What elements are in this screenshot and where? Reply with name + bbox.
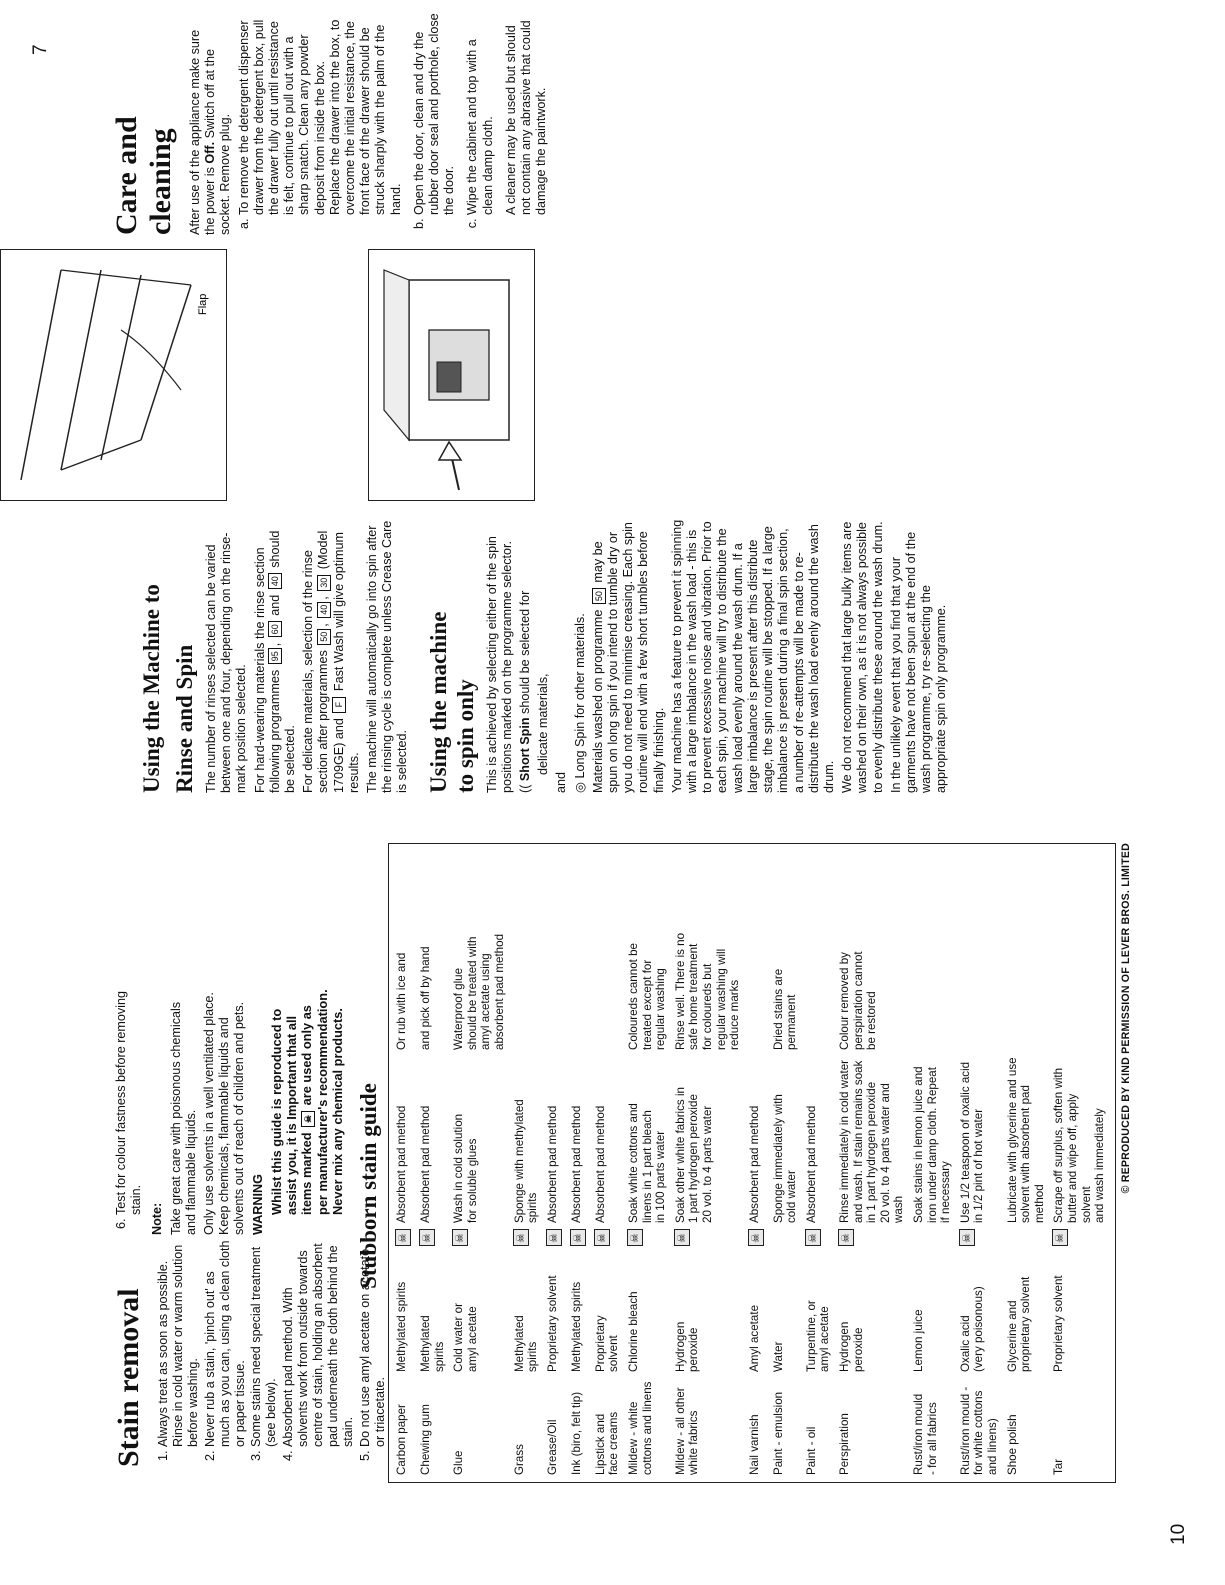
short-spin-rest: should be selected for xyxy=(518,590,533,714)
method-cell: Soak other white fabrics in 1 part hydrogen peroxide 20 vol. to 4 parts water xyxy=(673,1087,714,1223)
stain-cell: Perspiration xyxy=(838,1413,852,1475)
stain-steps-list xyxy=(156,1239,388,1467)
method-cell: Absorbent pad method xyxy=(747,1105,761,1223)
flap-label: Flap xyxy=(197,293,209,315)
care-intro-b: Switch off at the socket. Remove plug. xyxy=(203,49,233,235)
mark-cell xyxy=(627,1226,674,1250)
poison-symbol-icon: ☠ xyxy=(959,1230,975,1247)
agent-cell: Oxalic acid (very poisonous) xyxy=(958,1286,986,1372)
spin-title-line2: to spin only xyxy=(452,679,478,793)
stain-step: 2. Never rub a stain, 'pinch out' as much as you can, using a clean cloth or paper tissue. xyxy=(203,1239,249,1447)
left-page xyxy=(0,795,1225,1585)
table-row xyxy=(805,848,838,1478)
rinse-hard-text: For hard-wearing materials the rinse section following programmes xyxy=(252,547,282,793)
table-row xyxy=(748,848,772,1478)
poison-symbol-icon: ☠ xyxy=(452,1230,468,1247)
poison-symbol-icon: ☠ xyxy=(1052,1230,1068,1247)
rinse-spin-column xyxy=(138,519,953,793)
short-spin-label: Short Spin xyxy=(518,717,533,782)
spin-programme-rest: may be spun on long spin if you intend to tumble dry or you do not need to minimise creasing. Each spin routine will end with a few short tumbles before finally finishing. xyxy=(590,522,666,793)
spin-para: In the unlikely event that you find that your garments have not been spun at the end of the wash programme, try re-selecting the appropriate spin only programme. xyxy=(888,531,949,793)
programme-30-icon: 30 xyxy=(317,575,331,591)
care-title: Care and cleaning xyxy=(110,116,177,235)
method-cell: Absorbent pad method xyxy=(545,1105,559,1223)
note-cell: Colour removed by perspiration cannot be restored xyxy=(838,951,879,1050)
agent-cell: Methylated spirits xyxy=(419,1315,446,1372)
stain-cell: Mildew - white cottons and linens xyxy=(626,1381,654,1475)
rinse-delicate-text: For delicate materials, selection of the rinse section after programmes xyxy=(301,550,331,793)
care-step: a. To remove the detergent dispenser drawer from the detergent box, pull the drawer fully out until resistance is felt, continue to pull out with a sharp snatch. Clean any powder deposit from inside the box. Replace the drawer into the box, to overcome the initial resistance, the front face of the drawer should be struck sharply with the palm of the hand. xyxy=(237,13,404,215)
care-steps-list xyxy=(237,13,496,235)
poison-symbol-icon: ☠ xyxy=(546,1230,562,1247)
credit-line: © REPRODUCED BY KIND PERMISSION OF LEVER BROS. LIMITED xyxy=(1119,843,1132,1194)
rinse-para: The machine will automatically go into spin after the rinsing cycle is complete unless Crease Care is selected. xyxy=(365,520,410,793)
rinse-fast-text: Fast Wash will give optimum results. xyxy=(331,531,361,793)
table-row xyxy=(912,848,959,1478)
short-spin-item: delicate materials, xyxy=(536,673,551,775)
agent-cell: Hydrogen peroxide xyxy=(838,1321,865,1372)
note-cell xyxy=(912,848,959,1053)
note-cell xyxy=(570,848,594,1053)
poison-symbol-icon: ☠ xyxy=(748,1230,764,1247)
agent-cell: Glycerine and proprietary solvent xyxy=(1005,1276,1033,1372)
method-cell: Sponge immediately with cold water xyxy=(771,1094,799,1223)
agent-cell: Proprietary solvent xyxy=(593,1315,621,1372)
rinse-model-text: (Model 1709GE) and xyxy=(316,530,346,793)
table-row xyxy=(838,848,912,1478)
detergent-drawer-figure xyxy=(368,249,535,501)
care-intro xyxy=(188,13,234,235)
stain-cell: Chewing gum xyxy=(419,1404,432,1475)
method-cell: Absorbent pad method xyxy=(593,1105,607,1223)
long-spin-icon: ◎ xyxy=(572,782,587,793)
rinse-delicate: For delicate materials, selection of the rinse section after programmes 50, 40, 30 (Model 1709GE) and F Fast Wash will give optimum results. xyxy=(301,530,361,793)
mark-cell xyxy=(594,1226,627,1250)
table-row xyxy=(1006,848,1053,1478)
rinse-hard-text-end: should be selected. xyxy=(267,530,298,793)
mark-cell xyxy=(1006,1226,1053,1250)
spin-programme-line xyxy=(591,519,667,793)
rinse-title-line1: Using the Machine to xyxy=(139,584,164,793)
poison-symbol-icon: ☠ xyxy=(674,1230,690,1247)
stain-removal-title: Stain removal xyxy=(112,1288,145,1467)
agent-cell: Turpentine, or amyl acetate xyxy=(804,1300,832,1372)
mark-cell xyxy=(570,1226,594,1250)
table-row xyxy=(772,848,805,1478)
method-cell: Absorbent pad method xyxy=(395,1105,408,1223)
mark-cell xyxy=(912,1226,959,1250)
method-cell: Absorbent pad method xyxy=(569,1105,583,1223)
care-step: b. Open the door, clean and dry the rubber door seal and porthole, close the door. xyxy=(412,13,458,215)
warning-text-a: Whilst this guide is reproduced to assist you, it is Important that all items marked xyxy=(268,1008,315,1215)
stain-cell: Nail varnish xyxy=(747,1414,761,1475)
stubborn-stain-guide xyxy=(355,843,1132,1483)
note-cell: Or rub with ice and xyxy=(395,952,408,1050)
stain-step: 5. Do not use amyl acetate on acetate or triacetate. xyxy=(358,1239,388,1447)
agent-cell: Methylated spirits xyxy=(395,1281,408,1372)
agent-cell: Amyl acetate xyxy=(747,1304,761,1372)
method-cell: Use 1/2 teaspoon of oxalic acid in 1/2 pint of hot water xyxy=(958,1061,986,1223)
note-line: Only use solvents in a well ventilated place. Keep chemicals, flammable liquids and solvents out of reach of children and pets. xyxy=(202,992,247,1235)
table-row xyxy=(546,848,570,1478)
stain-cell: Ink (biro, felt tip) xyxy=(569,1391,583,1475)
method-cell: Rinse immediately in cold water and wash. If stain remains soak in 1 part hydrogen peroxide 20 vol. to 4 parts water and wash xyxy=(838,1059,906,1223)
spin-para: We do not recommend that large bulky items are washed on their own, as it is not always possible to evenly distribute these around the wash drum. xyxy=(840,521,885,793)
stain-cell: Lipstick and face creams xyxy=(593,1411,621,1475)
note-cell xyxy=(959,848,1006,1053)
care-step: c. Wipe the cabinet and top with a clean damp cloth. xyxy=(465,13,495,215)
programme-60-icon: 60 xyxy=(268,621,282,637)
agent-cell: Water xyxy=(771,1341,785,1372)
mark-cell xyxy=(513,1226,546,1250)
note-cell: Dried stains are permanent xyxy=(771,968,799,1050)
spin-intro: This is achieved by selecting either of the spin positions marked on the programme selector. xyxy=(484,536,514,793)
poison-symbol-icon: ☠ xyxy=(419,1230,435,1247)
flap-figure xyxy=(0,249,227,501)
agent-cell: Methylated spirits xyxy=(569,1281,583,1372)
agent-cell: Proprietary solvent xyxy=(545,1275,559,1372)
note-cell xyxy=(805,848,838,1053)
mark-cell xyxy=(674,1226,748,1250)
stain-cell: Paint - oil xyxy=(804,1426,818,1475)
warning-text xyxy=(269,989,345,1235)
programme-95-icon: 95 xyxy=(268,648,282,664)
mark-cell xyxy=(546,1226,570,1250)
note-cell xyxy=(594,848,627,1053)
stain-removal-column xyxy=(112,1239,389,1467)
long-spin-line xyxy=(573,519,588,793)
stain-step: 1. Always treat as soon as possible. Rinse in cold water or warm solution before washing. xyxy=(156,1239,202,1447)
table-row xyxy=(513,848,546,1478)
stain-cell: Grease/Oil xyxy=(545,1419,559,1475)
mark-cell xyxy=(959,1226,1006,1250)
stain-table-body xyxy=(395,848,1113,1478)
agent-cell: Chlorine bleach xyxy=(626,1291,640,1372)
stain-step: 6. Test for colour fastness before removing stain. xyxy=(114,989,144,1215)
poison-symbol-icon: ☠ xyxy=(570,1230,586,1247)
agent-cell: Methylated spirits xyxy=(512,1315,540,1372)
table-row xyxy=(1052,848,1112,1478)
table-row xyxy=(395,848,419,1478)
stain-cell: Paint - emulsion xyxy=(771,1391,785,1475)
mark-cell xyxy=(772,1226,805,1250)
page-number-right: 7 xyxy=(30,44,51,55)
stain-cell: Shoe polish xyxy=(1005,1414,1019,1475)
spin-programme-text: Materials washed on programme xyxy=(590,609,605,793)
spin-title-line1: Using the machine xyxy=(425,611,451,793)
note-cell xyxy=(513,848,546,1053)
poison-symbol-icon: ☠ xyxy=(301,1111,315,1127)
programme-40b-icon: 40 xyxy=(317,602,331,618)
programme-fast-icon: F xyxy=(332,697,346,713)
poison-symbol-icon: ☠ xyxy=(395,1230,411,1247)
drawer-illustration xyxy=(369,250,534,500)
note-column xyxy=(114,989,345,1235)
flap-illustration xyxy=(1,250,226,500)
note-cell: Rinse well. There is no safe home treatment for coloureds but regular washing will reduce marks xyxy=(673,932,742,1050)
method-cell: Soak white cottons and linens in 1 part bleach in 100 parts water xyxy=(626,1103,668,1223)
short-spin-line xyxy=(518,519,533,793)
mark-cell xyxy=(419,1226,452,1250)
programme-50-spin-icon: 50 xyxy=(592,588,606,604)
stain-cell: Glue xyxy=(452,1450,466,1475)
care-intro-a: After use of the appliance make sure the power is xyxy=(188,29,218,235)
poison-symbol-icon: ☠ xyxy=(594,1230,610,1247)
stain-cell: Tar xyxy=(1052,1458,1066,1475)
method-cell: Sponge with methylated spirits xyxy=(512,1099,540,1223)
mark-cell xyxy=(748,1226,772,1250)
note-cell: Coloureds cannot be treated except for regular washing xyxy=(626,943,668,1050)
table-row xyxy=(419,848,452,1478)
table-row xyxy=(452,848,512,1478)
stain-step: 3. Some stains need special treatment (see below). xyxy=(249,1239,279,1447)
note-heading: Note: xyxy=(150,1202,165,1235)
care-cleaning-column xyxy=(110,13,552,235)
care-intro-off: Off. xyxy=(203,141,218,164)
short-spin-icon: (( xyxy=(518,784,533,793)
poison-symbol-icon: ☠ xyxy=(513,1230,529,1247)
programme-50-icon: 50 xyxy=(317,629,331,645)
table-row xyxy=(674,848,748,1478)
mark-cell xyxy=(1052,1226,1112,1250)
programme-40-icon: 40 xyxy=(268,573,282,589)
mark-cell xyxy=(805,1226,838,1250)
mark-cell xyxy=(452,1226,512,1250)
table-row xyxy=(594,848,627,1478)
page-number-left: 10 xyxy=(1168,1523,1189,1545)
warning-heading: WARNING xyxy=(250,1174,265,1235)
rinse-para: The number of rinses selected can be varied between one and four, depending on the rinse-mark position selected. xyxy=(204,532,249,793)
note-cell xyxy=(546,848,570,1053)
poison-symbol-icon: ☠ xyxy=(838,1230,854,1247)
method-cell: Wash in cold solution for soluble glues xyxy=(452,1113,479,1223)
mark-cell xyxy=(838,1226,912,1250)
and-word: and xyxy=(554,771,569,793)
table-row xyxy=(570,848,594,1478)
stain-guide-table xyxy=(395,848,1113,1478)
method-cell: Scrape off surplus, soften with butter and wipe off, apply solvent and wash immediately xyxy=(1052,1067,1107,1223)
guide-table-frame xyxy=(388,843,1116,1483)
poison-symbol-icon: ☠ xyxy=(805,1230,821,1247)
note-cell: and pick off by hand xyxy=(419,946,432,1050)
care-note: A cleaner may be used but should not contain any abrasive that could damage the paintwork. xyxy=(503,20,549,215)
stain-cell: Carbon paper xyxy=(395,1404,408,1475)
method-cell: Absorbent pad method xyxy=(804,1105,818,1223)
poison-symbol-icon: ☠ xyxy=(627,1230,643,1247)
stain-cell: Rust/iron mould - for all fabrics xyxy=(912,1393,939,1475)
agent-cell: Proprietary solvent xyxy=(1052,1275,1066,1372)
agent-cell: Hydrogen peroxide xyxy=(673,1321,701,1372)
table-row xyxy=(627,848,674,1478)
spin-para: Your machine has a feature to prevent it spinning with a large imbalance in the wash load - this is to prevent excessive noise and vibration. Prior to each spin, your machine will try to distribute the wash load evenly around the wash drum. If a large imbalance is present after this distribute stage, the spin routine will be stopped. If a large imbalance is present during a final spin section, a number of re-attempts will be made to re-distribute the wash load evenly around the wash drum. xyxy=(669,519,836,793)
stain-cell: Mildew - all other white fabrics xyxy=(673,1387,701,1475)
stain-cell: Grass xyxy=(512,1444,526,1475)
mark-cell xyxy=(395,1226,419,1250)
note-cell: Waterproof glue should be treated with amyl acetate using absorbent pad method xyxy=(452,933,506,1050)
rinse-hard-wearing: For hard-wearing materials the rinse section following programmes 95, 60 and 40 should be selected. xyxy=(252,530,298,793)
method-cell: Soak stains in lemon juice and iron under damp cloth. Repeat if necessary xyxy=(912,1066,953,1223)
note-line: Take great care with poisonous chemicals and flammable liquids. xyxy=(168,1001,198,1235)
guide-title: Stubborn stain guide xyxy=(356,1083,381,1289)
agent-cell: Lemon juice xyxy=(912,1309,926,1372)
note-cell xyxy=(1052,848,1112,1053)
long-spin-text: Long Spin for other materials. xyxy=(572,613,587,779)
method-cell: Absorbent pad method xyxy=(419,1105,432,1223)
table-row xyxy=(959,848,1006,1478)
stain-step: 4. Absorbent pad method. With solvents work from outside towards centre of stain, holding an absorbent pad underneath the cloth behind the stain. xyxy=(281,1239,357,1447)
rinse-title-line2: Rinse and Spin xyxy=(172,644,197,793)
stain-steps-continued xyxy=(114,989,144,1235)
warning-text-b: are used only as per manufacturer's recommendation. Never mix any chemical products. xyxy=(299,989,346,1215)
method-cell: Lubricate with glycerine and use solvent with absorbent pad method xyxy=(1005,1057,1046,1223)
note-cell xyxy=(1006,848,1053,1053)
agent-cell: Cold water or amyl acetate xyxy=(452,1303,479,1372)
stain-cell: Rust/iron mould - for white cottons and linens) xyxy=(958,1386,999,1475)
note-cell xyxy=(748,848,772,1053)
